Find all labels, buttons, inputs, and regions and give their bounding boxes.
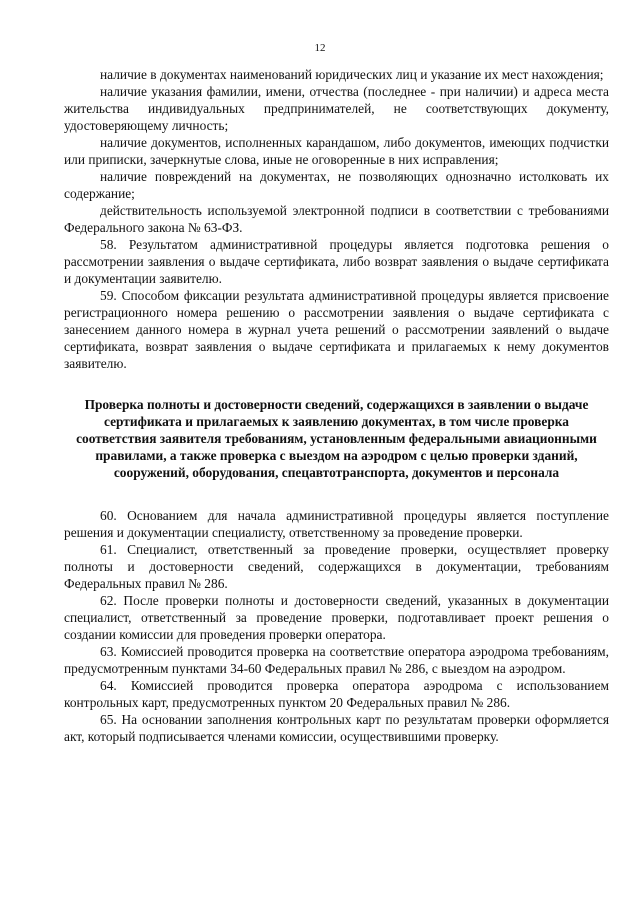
paragraph: наличие указания фамилии, имени, отчества (последнее - при наличии) и адреса места жительства индивидуальных предпринимателей, не соответствующих документу, удостоверяющему личность; — [64, 84, 609, 133]
paragraph-64: 64. Комиссией проводится проверка оператора аэродрома с использованием контрольных карт, предусмотренных пунктом 20 Федеральных правил № 286. — [64, 678, 609, 710]
paragraph: действительность используемой электронной подписи в соответствии с требованиями Федерального закона № 63-ФЗ. — [64, 203, 609, 235]
page-number: 12 — [314, 42, 326, 54]
paragraph-59: 59. Способом фиксации результата административной процедуры является присвоение регистрационного номера решению о рассмотрении заявления о выдаче сертификата с занесением данного номера в журнал учета решений о рассмотрении заявлений о выдаче сертификата, возврат заявления о выдаче сертификата и прилагаемых к нему документов заявителю. — [64, 288, 609, 371]
paragraph-62: 62. После проверки полноты и достоверности сведений, указанных в документации специалист, ответственный за проведение проверки, подготавливает проект решения о создании комиссии для проведения проверки оператора. — [64, 593, 609, 642]
paragraph-61: 61. Специалист, ответственный за проведение проверки, осуществляет проверку полноты и достоверности сведений, содержащихся в документации, требованиям Федеральных правил № 286. — [64, 542, 609, 591]
paragraph: наличие повреждений на документах, не позволяющих однозначно истолковать их содержание; — [64, 169, 609, 201]
paragraph: наличие в документах наименований юридических лиц и указание их мест нахождения; — [100, 67, 604, 82]
paragraph-60: 60. Основанием для начала административной процедуры является поступление решения и документации специалисту, ответственному за проведение проверки. — [64, 508, 609, 540]
paragraph-65: 65. На основании заполнения контрольных карт по результатам проверки оформляется акт, который подписывается членами комиссии, осуществившими проверку. — [64, 712, 609, 744]
section-heading: Проверка полноты и достоверности сведений, содержащихся в заявлении о выдаче сертификата и прилагаемых к заявлению документах, в том числе проверка соответствия заявителя требованиям, установленным федеральными авиационными правилами, а также проверка с выездом на аэродром с целью проверки зданий, сооружений, оборудования, спецавтотранспорта, документов и персонала — [76, 397, 597, 480]
paragraph-63: 63. Комиссией проводится проверка на соответствие оператора аэродрома требованиям, предусмотренным пунктами 34-60 Федеральных правил № 286, с выездом на аэродром. — [64, 644, 609, 676]
paragraph-58: 58. Результатом административной процедуры является подготовка решения о рассмотрении заявления о выдаче сертификата, либо возврат заявления о выдаче сертификата и документации заявителю. — [64, 237, 609, 286]
document-body — [64, 66, 609, 745]
paragraph: наличие документов, исполненных карандашом, либо документов, имеющих подчистки или приписки, зачеркнутые слова, иные не оговоренные в них исправления; — [64, 135, 609, 167]
